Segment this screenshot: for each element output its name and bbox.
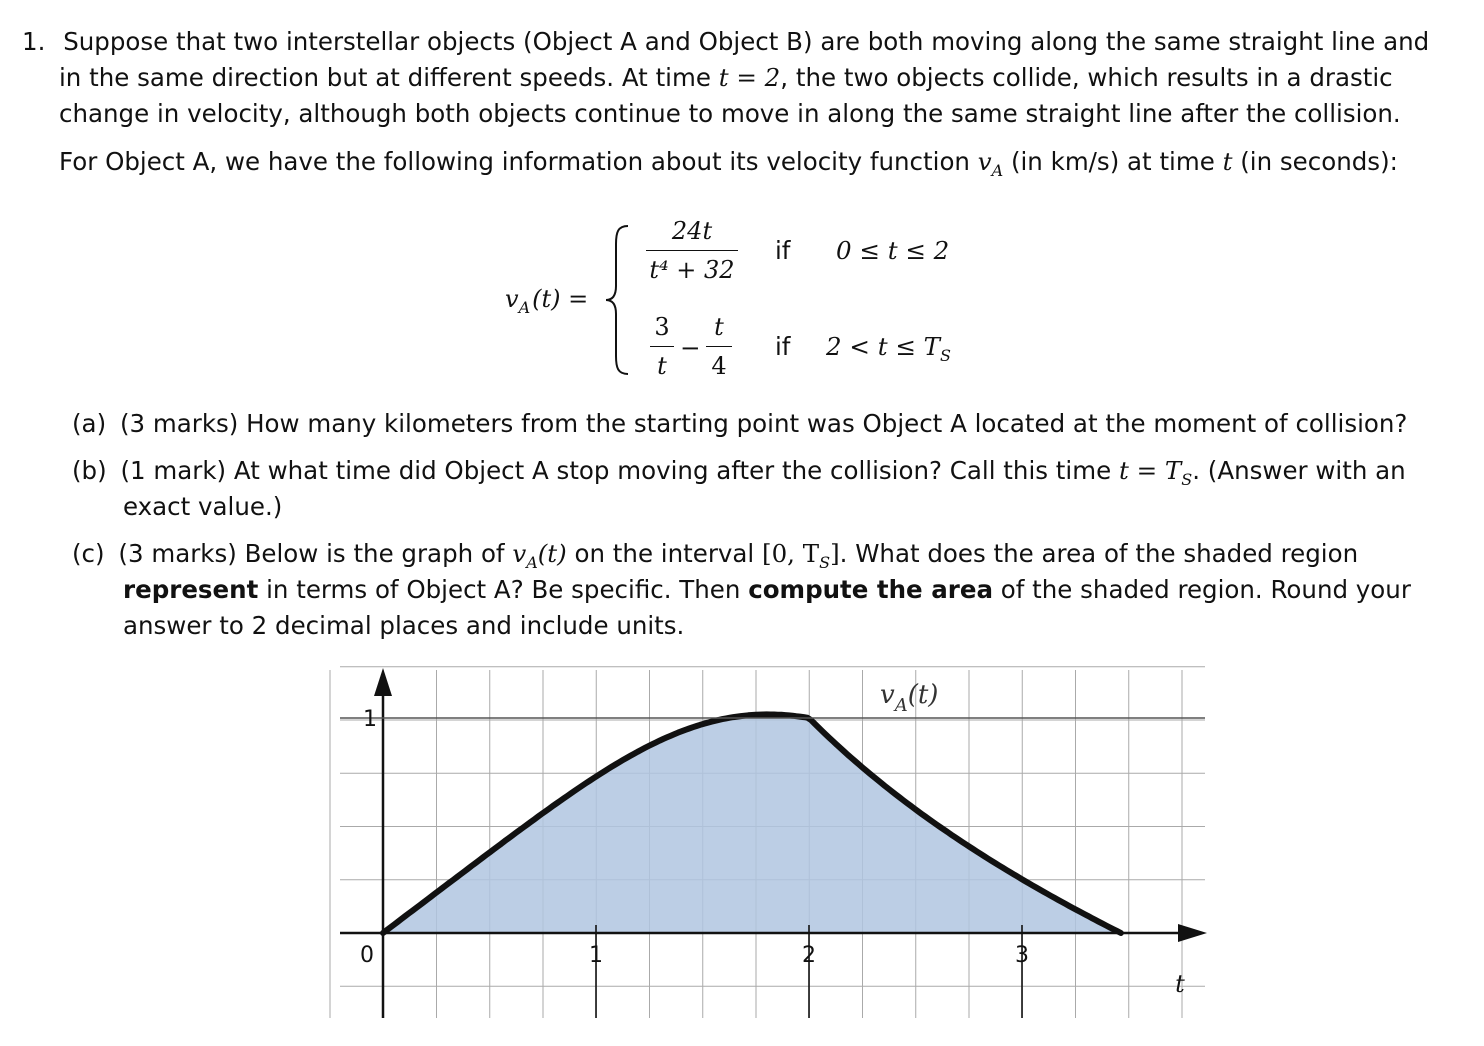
curve-label-arg: (t)	[907, 680, 939, 710]
x-tick-label-0: 0	[360, 943, 374, 968]
v-axis-arrow	[374, 668, 392, 696]
x-tick-label-1: 1	[589, 943, 603, 968]
part-c-bold-compute: compute the area	[748, 575, 993, 604]
part-a-label: (a)	[72, 409, 107, 438]
shaded-region	[383, 714, 1121, 933]
info-t: t	[1222, 147, 1233, 176]
part-c-label: (c)	[72, 539, 105, 568]
case2-denominator-2: 4	[711, 352, 727, 380]
intro-text-2b: , the two objects collide, which results in a drastic	[780, 63, 1393, 92]
x-tick-label-3: 3	[1015, 943, 1029, 968]
part-b-text-1: (1 mark) At what time did Object A stop moving after the collision? Call this time	[120, 456, 1119, 485]
t-axis-label: t	[1175, 970, 1185, 998]
problem-number: 1.	[22, 27, 46, 56]
info-v: v	[977, 147, 992, 176]
formula-lhs-v: v	[505, 285, 519, 313]
case1-numerator: 24t	[671, 217, 713, 245]
case2-minus: −	[680, 333, 701, 362]
y-tick-label-1: 1	[363, 707, 377, 732]
part-a-text: (3 marks) How many kilometers from the starting point was Object A located at the moment of collision?	[119, 409, 1408, 438]
info-text-b: (in km/s) at time	[1003, 147, 1223, 176]
intro-text-3: change in velocity, although both objects continue to move in along the same straight line after the collision.	[59, 99, 1401, 128]
part-b-eq: t = T	[1118, 456, 1182, 485]
curve-label-v: v	[880, 680, 895, 710]
part-b-label: (b)	[72, 456, 107, 485]
part-c-text-1c: . What does the area of the shaded region	[839, 539, 1359, 568]
case2-denominator-1: t	[657, 352, 667, 380]
part-c-text-1a: (3 marks) Below is the graph of	[118, 539, 513, 568]
case2-if: if	[775, 332, 791, 361]
part-c-bold-represent: represent	[123, 575, 259, 604]
intro-text-1: Suppose that two interstellar objects (Object A and Object B) are both moving along the same straight line and	[63, 27, 1430, 56]
part-c-interval: [0, T	[762, 539, 820, 568]
case2-condition-text: 2 < t ≤ T	[826, 332, 940, 361]
case2-numerator-2: t	[714, 313, 724, 341]
part-c-text-2b: of the shaded region. Round your	[992, 575, 1411, 604]
part-c-text-3: answer to 2 decimal places and include units.	[123, 611, 685, 640]
t-axis-arrow	[1178, 924, 1207, 942]
part-c-interval-end: ]	[830, 539, 840, 568]
part-c-v: v	[512, 539, 527, 568]
info-text-c: (in seconds):	[1232, 147, 1398, 176]
x-tick-label-2: 2	[802, 943, 816, 968]
case2-numerator-1: 3	[654, 313, 670, 341]
part-c-text-1b: on the interval	[566, 539, 763, 568]
curve-label	[880, 680, 938, 716]
part-c-text-2a: in terms of Object A? Be specific. Then	[258, 575, 749, 604]
case2-condition-sub: S	[939, 346, 951, 365]
part-b-eq-sub: S	[1181, 470, 1193, 489]
part-c-v-sub: A	[526, 553, 538, 572]
info-text-a: For Object A, we have the following information about its velocity function	[59, 147, 978, 176]
case1-if: if	[775, 236, 791, 265]
intro-text-2a: in the same direction but at different speeds. At time	[59, 63, 719, 92]
curve-label-sub: A	[894, 695, 908, 716]
part-b-text-2: . (Answer with an	[1192, 456, 1406, 485]
case1-condition: 0 ≤ t ≤ 2	[836, 236, 950, 265]
formula-lhs-sub: A	[518, 298, 531, 317]
part-b-text-3: exact value.)	[123, 492, 283, 521]
info-v-sub: A	[991, 161, 1004, 180]
collision-time-eq: t = 2	[718, 63, 781, 92]
formula-lhs-arg: (t) =	[532, 285, 589, 313]
part-c-interval-sub: S	[819, 553, 831, 572]
case1-denominator: t⁴ + 32	[649, 256, 735, 284]
part-c-v-arg: (t)	[537, 539, 567, 568]
